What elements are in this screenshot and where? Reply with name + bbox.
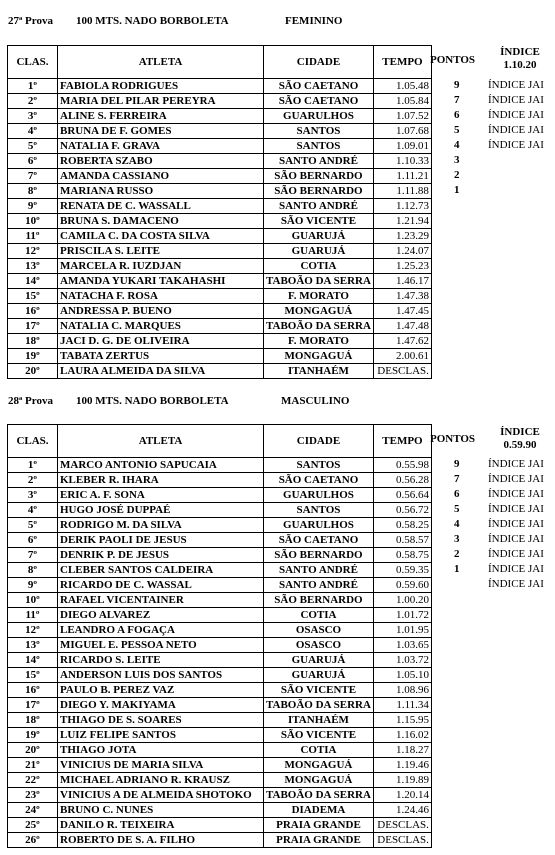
cell-cidade: OSASCO: [264, 623, 374, 638]
cell-clas: 8º: [8, 184, 58, 199]
points-value: 3: [454, 154, 460, 166]
cell-cidade: COTIA: [264, 743, 374, 758]
cell-tempo: 1.15.95: [373, 713, 431, 728]
cell-atleta: DANILO R. TEIXEIRA: [58, 818, 264, 833]
cell-cidade: GUARULHOS: [264, 109, 374, 124]
cell-clas: 11º: [8, 608, 58, 623]
cell-clas: 13º: [8, 259, 58, 274]
cell-atleta: CAMILA C. DA COSTA SILVA: [58, 229, 264, 244]
points-value: 6: [454, 488, 460, 500]
cell-atleta: KLEBER R. IHARA: [58, 473, 264, 488]
cell-cidade: OSASCO: [264, 638, 374, 653]
cell-clas: 10º: [8, 214, 58, 229]
cell-cidade: F. MORATO: [264, 289, 374, 304]
cell-clas: 6º: [8, 154, 58, 169]
cell-clas: 21º: [8, 758, 58, 773]
cell-atleta: THIAGO JOTA: [58, 743, 264, 758]
table-row: [8, 788, 432, 803]
cell-atleta: VINICIUS DE MARIA SILVA: [58, 758, 264, 773]
indice-status: ÍNDICE JAI: [488, 488, 544, 500]
cell-clas: 10º: [8, 593, 58, 608]
table-row: [8, 713, 432, 728]
points-value: 3: [454, 533, 460, 545]
cell-cidade: SÃO CAETANO: [264, 473, 374, 488]
cell-clas: 9º: [8, 199, 58, 214]
cell-cidade: COTIA: [264, 259, 374, 274]
cell-tempo: 0.59.60: [373, 578, 431, 593]
cell-atleta: BRUNA DE F. GOMES: [58, 124, 264, 139]
cell-atleta: NATALIA F. GRAVA: [58, 139, 264, 154]
cell-cidade: SÃO BERNARDO: [264, 593, 374, 608]
table-row: [8, 803, 432, 818]
cell-atleta: PRISCILA S. LEITE: [58, 244, 264, 259]
cell-atleta: CLEBER SANTOS CALDEIRA: [58, 563, 264, 578]
cell-tempo: 1.11.21: [373, 169, 431, 184]
cell-atleta: NATACHA F. ROSA: [58, 289, 264, 304]
cell-tempo: 1.01.72: [373, 608, 431, 623]
cell-cidade: GUARUJÁ: [264, 668, 374, 683]
indice-status: ÍNDICE JAI: [488, 518, 544, 530]
table-row: [8, 728, 432, 743]
indice-status: ÍNDICE JAI: [488, 124, 544, 136]
table-row: [8, 199, 432, 214]
table-row: [8, 274, 432, 289]
table-row: [8, 698, 432, 713]
event-name: 100 MTS. NADO BORBOLETA: [76, 15, 229, 27]
cell-clas: 13º: [8, 638, 58, 653]
table-row: [8, 623, 432, 638]
points-value: 7: [454, 94, 460, 106]
cell-clas: 14º: [8, 653, 58, 668]
cell-cidade: MONGAGUÁ: [264, 758, 374, 773]
cell-tempo: 1.01.95: [373, 623, 431, 638]
cell-tempo: 1.11.88: [373, 184, 431, 199]
cell-clas: 24º: [8, 803, 58, 818]
cell-atleta: RODRIGO M. DA SILVA: [58, 518, 264, 533]
cell-tempo: 1.12.73: [373, 199, 431, 214]
cell-cidade: SÃO CAETANO: [264, 79, 374, 94]
cell-atleta: FABIOLA RODRIGUES: [58, 79, 264, 94]
cell-atleta: PAULO B. PEREZ VAZ: [58, 683, 264, 698]
cell-cidade: SÃO CAETANO: [264, 533, 374, 548]
cell-tempo: 1.24.07: [373, 244, 431, 259]
cell-cidade: TABOÃO DA SERRA: [264, 698, 374, 713]
cell-clas: 4º: [8, 503, 58, 518]
col-header-atleta: ATLETA: [58, 46, 264, 79]
table-row: [8, 833, 432, 848]
cell-clas: 1º: [8, 79, 58, 94]
cell-tempo: DESCLAS.: [373, 364, 431, 379]
col-header-cidade: CIDADE: [264, 46, 374, 79]
table-row: [8, 473, 432, 488]
cell-clas: 2º: [8, 94, 58, 109]
cell-atleta: RENATA DE C. WASSALL: [58, 199, 264, 214]
table-row: [8, 349, 432, 364]
cell-clas: 1º: [8, 458, 58, 473]
cell-clas: 23º: [8, 788, 58, 803]
indice-status: ÍNDICE JAI: [488, 578, 544, 590]
cell-tempo: 1.05.84: [373, 94, 431, 109]
event-number: 28ª Prova: [8, 395, 53, 407]
cell-atleta: LEANDRO A FOGAÇA: [58, 623, 264, 638]
cell-tempo: 1.47.45: [373, 304, 431, 319]
table-row: [8, 683, 432, 698]
cell-cidade: SANTOS: [264, 139, 374, 154]
indice-status: ÍNDICE JAI: [488, 533, 544, 545]
points-value: 7: [454, 473, 460, 485]
results-table: [7, 45, 432, 379]
cell-cidade: SÃO BERNARDO: [264, 169, 374, 184]
cell-cidade: F. MORATO: [264, 334, 374, 349]
cell-atleta: MARIA DEL PILAR PEREYRA: [58, 94, 264, 109]
cell-atleta: LUIZ FELIPE SANTOS: [58, 728, 264, 743]
col-header-clas: CLAS.: [8, 425, 58, 458]
cell-tempo: 0.55.98: [373, 458, 431, 473]
table-row: [8, 743, 432, 758]
cell-tempo: DESCLAS.: [373, 833, 431, 848]
cell-atleta: ERIC A. F. SONA: [58, 488, 264, 503]
cell-tempo: 2.00.61: [373, 349, 431, 364]
table-row: [8, 578, 432, 593]
cell-cidade: SÃO BERNARDO: [264, 184, 374, 199]
cell-cidade: SÃO VICENTE: [264, 214, 374, 229]
points-value: 2: [454, 169, 460, 181]
cell-atleta: ROBERTO DE S. A. FILHO: [58, 833, 264, 848]
cell-cidade: GUARULHOS: [264, 518, 374, 533]
cell-tempo: DESCLAS.: [373, 818, 431, 833]
cell-tempo: 1.47.48: [373, 319, 431, 334]
cell-tempo: 1.23.29: [373, 229, 431, 244]
cell-clas: 12º: [8, 623, 58, 638]
cell-clas: 19º: [8, 349, 58, 364]
table-row: [8, 154, 432, 169]
cell-cidade: SANTOS: [264, 458, 374, 473]
cell-clas: 5º: [8, 139, 58, 154]
cell-clas: 14º: [8, 274, 58, 289]
table-row: [8, 184, 432, 199]
event-number: 27ª Prova: [8, 15, 53, 27]
cell-atleta: RAFAEL VICENTAINER: [58, 593, 264, 608]
cell-clas: 17º: [8, 698, 58, 713]
table-row: [8, 773, 432, 788]
cell-clas: 16º: [8, 304, 58, 319]
cell-atleta: AMANDA CASSIANO: [58, 169, 264, 184]
cell-tempo: 0.58.25: [373, 518, 431, 533]
cell-atleta: ANDRESSA P. BUENO: [58, 304, 264, 319]
cell-cidade: GUARUJÁ: [264, 653, 374, 668]
cell-tempo: 1.46.17: [373, 274, 431, 289]
points-value: 4: [454, 139, 460, 151]
table-row: [8, 533, 432, 548]
cell-clas: 9º: [8, 578, 58, 593]
indice-status: ÍNDICE JAI: [488, 94, 544, 106]
cell-atleta: TABATA ZERTUS: [58, 349, 264, 364]
cell-tempo: 1.21.94: [373, 214, 431, 229]
cell-tempo: 1.03.72: [373, 653, 431, 668]
results-table: [7, 424, 432, 848]
cell-cidade: MONGAGUÁ: [264, 349, 374, 364]
cell-atleta: DERIK PAOLI DE JESUS: [58, 533, 264, 548]
points-value: 1: [454, 563, 460, 575]
cell-atleta: MARCO ANTONIO SAPUCAIA: [58, 458, 264, 473]
event-name: 100 MTS. NADO BORBOLETA: [76, 395, 229, 407]
cell-cidade: COTIA: [264, 608, 374, 623]
table-row: [8, 169, 432, 184]
cell-clas: 15º: [8, 289, 58, 304]
col-header-pontos: PONTOS: [430, 433, 476, 445]
cell-tempo: 1.05.10: [373, 668, 431, 683]
cell-cidade: TABOÃO DA SERRA: [264, 788, 374, 803]
table-row: [8, 244, 432, 259]
table-row: [8, 653, 432, 668]
cell-clas: 25º: [8, 818, 58, 833]
cell-atleta: NATALIA C. MARQUES: [58, 319, 264, 334]
cell-cidade: SÃO VICENTE: [264, 683, 374, 698]
indice-value: 1.10.20: [503, 59, 537, 71]
cell-tempo: 1.09.01: [373, 139, 431, 154]
table-row: [8, 319, 432, 334]
indice-status: ÍNDICE JAI: [488, 473, 544, 485]
cell-clas: 20º: [8, 364, 58, 379]
indice-status: ÍNDICE JAI: [488, 563, 544, 575]
indice-label: ÍNDICE: [500, 426, 540, 438]
cell-atleta: ANDERSON LUIS DOS SANTOS: [58, 668, 264, 683]
table-row: [8, 334, 432, 349]
points-value: 4: [454, 518, 460, 530]
table-row: [8, 124, 432, 139]
cell-cidade: PRAIA GRANDE: [264, 833, 374, 848]
cell-tempo: 1.47.62: [373, 334, 431, 349]
cell-tempo: 0.58.57: [373, 533, 431, 548]
table-row: [8, 139, 432, 154]
cell-atleta: RICARDO DE C. WASSAL: [58, 578, 264, 593]
cell-tempo: 0.58.75: [373, 548, 431, 563]
indice-status: ÍNDICE JAI: [488, 139, 544, 151]
cell-clas: 12º: [8, 244, 58, 259]
cell-clas: 18º: [8, 713, 58, 728]
cell-atleta: BRUNA S. DAMACENO: [58, 214, 264, 229]
col-header-tempo: TEMPO: [373, 46, 431, 79]
points-value: 6: [454, 109, 460, 121]
cell-clas: 4º: [8, 124, 58, 139]
cell-tempo: 0.59.35: [373, 563, 431, 578]
table-row: [8, 638, 432, 653]
cell-atleta: DENRIK P. DE JESUS: [58, 548, 264, 563]
cell-cidade: MONGAGUÁ: [264, 304, 374, 319]
cell-cidade: ITANHAÉM: [264, 713, 374, 728]
cell-cidade: DIADEMA: [264, 803, 374, 818]
cell-tempo: 0.56.64: [373, 488, 431, 503]
table-row: [8, 229, 432, 244]
cell-cidade: SANTO ANDRÉ: [264, 199, 374, 214]
cell-clas: 26º: [8, 833, 58, 848]
cell-clas: 6º: [8, 533, 58, 548]
cell-tempo: 1.19.46: [373, 758, 431, 773]
col-header-cidade: CIDADE: [264, 425, 374, 458]
cell-clas: 3º: [8, 109, 58, 124]
cell-cidade: MONGAGUÁ: [264, 773, 374, 788]
event-category: FEMININO: [285, 15, 343, 27]
indice-status: ÍNDICE JAI: [488, 548, 544, 560]
cell-tempo: 1.18.27: [373, 743, 431, 758]
cell-cidade: GUARUJÁ: [264, 229, 374, 244]
cell-cidade: TABOÃO DA SERRA: [264, 274, 374, 289]
cell-cidade: GUARUJÁ: [264, 244, 374, 259]
cell-atleta: LAURA ALMEIDA DA SILVA: [58, 364, 264, 379]
cell-tempo: 1.47.38: [373, 289, 431, 304]
cell-cidade: ITANHAÉM: [264, 364, 374, 379]
cell-clas: 5º: [8, 518, 58, 533]
cell-tempo: 1.08.96: [373, 683, 431, 698]
table-row: [8, 668, 432, 683]
cell-tempo: 1.25.23: [373, 259, 431, 274]
col-header-pontos: PONTOS: [430, 54, 476, 66]
cell-atleta: ROBERTA SZABO: [58, 154, 264, 169]
cell-cidade: SANTOS: [264, 124, 374, 139]
cell-clas: 16º: [8, 683, 58, 698]
table-row: [8, 289, 432, 304]
cell-clas: 8º: [8, 563, 58, 578]
points-value: 2: [454, 548, 460, 560]
indice-status: ÍNDICE JAI: [488, 503, 544, 515]
cell-atleta: HUGO JOSÉ DUPPAÉ: [58, 503, 264, 518]
col-header-clas: CLAS.: [8, 46, 58, 79]
table-row: [8, 109, 432, 124]
cell-cidade: SÃO BERNARDO: [264, 548, 374, 563]
cell-clas: 17º: [8, 319, 58, 334]
cell-atleta: THIAGO DE S. SOARES: [58, 713, 264, 728]
points-value: 1: [454, 184, 460, 196]
table-row: [8, 458, 432, 473]
cell-clas: 2º: [8, 473, 58, 488]
table-row: [8, 548, 432, 563]
cell-tempo: 0.56.28: [373, 473, 431, 488]
table-row: [8, 364, 432, 379]
cell-clas: 22º: [8, 773, 58, 788]
cell-atleta: ALINE S. FERREIRA: [58, 109, 264, 124]
indice-status: ÍNDICE JAI: [488, 458, 544, 470]
table-row: [8, 488, 432, 503]
cell-tempo: 1.07.68: [373, 124, 431, 139]
event-category: MASCULINO: [281, 395, 350, 407]
cell-tempo: 1.05.48: [373, 79, 431, 94]
cell-clas: 18º: [8, 334, 58, 349]
cell-clas: 7º: [8, 169, 58, 184]
table-row: [8, 518, 432, 533]
indice-value: 0.59.90: [503, 439, 537, 451]
cell-tempo: 1.16.02: [373, 728, 431, 743]
cell-cidade: SANTO ANDRÉ: [264, 563, 374, 578]
cell-clas: 19º: [8, 728, 58, 743]
table-row: [8, 304, 432, 319]
cell-tempo: 1.00.20: [373, 593, 431, 608]
table-row: [8, 79, 432, 94]
cell-atleta: RICARDO S. LEITE: [58, 653, 264, 668]
cell-cidade: SANTOS: [264, 503, 374, 518]
indice-label: ÍNDICE: [500, 46, 540, 58]
cell-tempo: 1.10.33: [373, 154, 431, 169]
cell-tempo: 1.03.65: [373, 638, 431, 653]
cell-atleta: VINICIUS A DE ALMEIDA SHOTOKO: [58, 788, 264, 803]
cell-cidade: GUARULHOS: [264, 488, 374, 503]
cell-atleta: MICHAEL ADRIANO R. KRAUSZ: [58, 773, 264, 788]
table-row: [8, 503, 432, 518]
cell-atleta: MARIANA RUSSO: [58, 184, 264, 199]
table-row: [8, 758, 432, 773]
table-row: [8, 214, 432, 229]
points-value: 5: [454, 503, 460, 515]
cell-tempo: 1.19.89: [373, 773, 431, 788]
cell-clas: 3º: [8, 488, 58, 503]
cell-atleta: AMANDA YUKARI TAKAHASHI: [58, 274, 264, 289]
points-value: 5: [454, 124, 460, 136]
cell-atleta: MARCELA R. IUZDJAN: [58, 259, 264, 274]
cell-cidade: SANTO ANDRÉ: [264, 578, 374, 593]
points-value: 9: [454, 458, 460, 470]
cell-atleta: DIEGO ALVAREZ: [58, 608, 264, 623]
table-row: [8, 593, 432, 608]
cell-atleta: MIGUEL E. PESSOA NETO: [58, 638, 264, 653]
indice-status: ÍNDICE JAI: [488, 79, 544, 91]
cell-tempo: 1.24.46: [373, 803, 431, 818]
points-value: 9: [454, 79, 460, 91]
table-row: [8, 818, 432, 833]
cell-tempo: 1.07.52: [373, 109, 431, 124]
cell-clas: 20º: [8, 743, 58, 758]
cell-clas: 11º: [8, 229, 58, 244]
cell-cidade: TABOÃO DA SERRA: [264, 319, 374, 334]
cell-cidade: SÃO CAETANO: [264, 94, 374, 109]
table-row: [8, 608, 432, 623]
cell-tempo: 1.11.34: [373, 698, 431, 713]
cell-tempo: 1.20.14: [373, 788, 431, 803]
table-row: [8, 563, 432, 578]
indice-status: ÍNDICE JAI: [488, 109, 544, 121]
cell-atleta: JACI D. G. DE OLIVEIRA: [58, 334, 264, 349]
table-row: [8, 94, 432, 109]
cell-clas: 7º: [8, 548, 58, 563]
table-row: [8, 259, 432, 274]
cell-cidade: SÃO VICENTE: [264, 728, 374, 743]
cell-cidade: PRAIA GRANDE: [264, 818, 374, 833]
cell-cidade: SANTO ANDRÉ: [264, 154, 374, 169]
cell-tempo: 0.56.72: [373, 503, 431, 518]
col-header-atleta: ATLETA: [58, 425, 264, 458]
cell-atleta: DIEGO Y. MAKIYAMA: [58, 698, 264, 713]
cell-clas: 15º: [8, 668, 58, 683]
col-header-tempo: TEMPO: [373, 425, 431, 458]
cell-atleta: BRUNO C. NUNES: [58, 803, 264, 818]
